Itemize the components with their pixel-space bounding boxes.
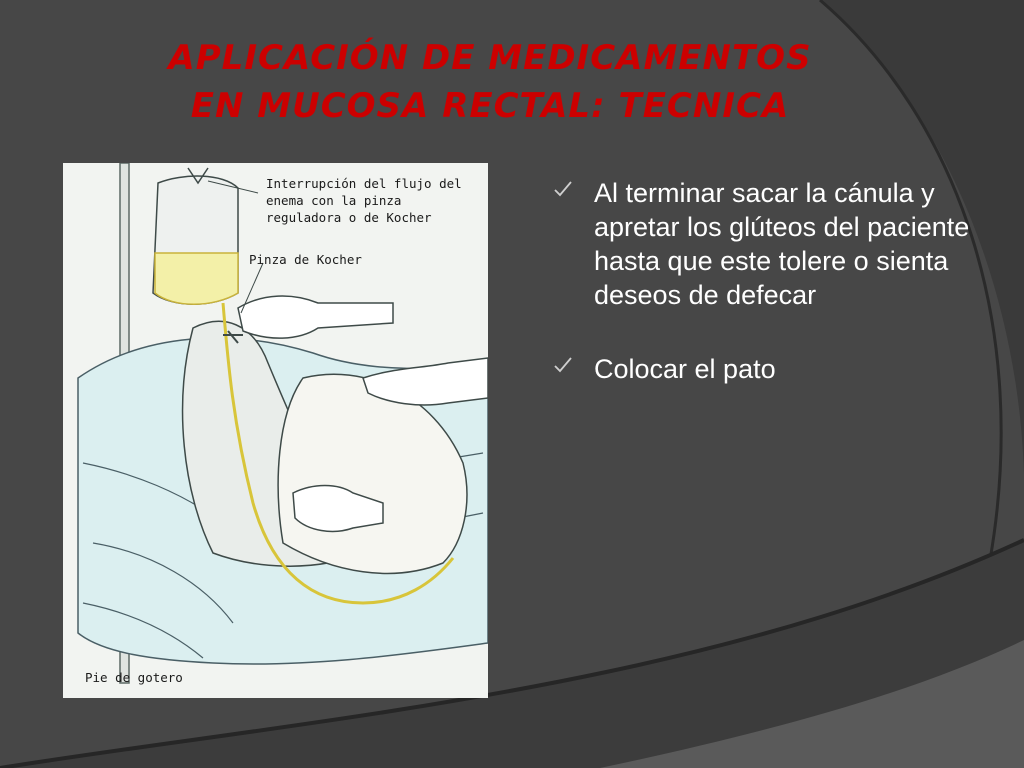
slide-title	[80, 34, 900, 130]
label-kocher-clamp: Pinza de Kocher	[249, 252, 362, 267]
bullet-text: Al terminar sacar la cánula y apretar los glúteos del paciente hasta que este tolere o sienta deseos de defecar	[594, 178, 970, 310]
checkmark-icon	[552, 178, 574, 200]
label-flow-interruption: Interrupción del flujo del enema con la pinza reguladora o de Kocher	[266, 176, 462, 225]
bullet-list	[550, 176, 990, 426]
label-drip-stand: Pie de gotero	[85, 670, 183, 685]
illustration-drawing	[63, 163, 488, 698]
bullet-text: Colocar el pato	[594, 354, 776, 384]
checkmark-icon	[552, 354, 574, 376]
slide-title-line-2: EN MUCOSA RECTAL: TECNICA	[190, 86, 790, 126]
enema-technique-illustration	[63, 163, 488, 698]
bullet-item	[550, 176, 990, 312]
bullet-item	[550, 352, 990, 386]
slide-title-line-1: APLICACIÓN DE MEDICAMENTOS	[168, 38, 812, 78]
